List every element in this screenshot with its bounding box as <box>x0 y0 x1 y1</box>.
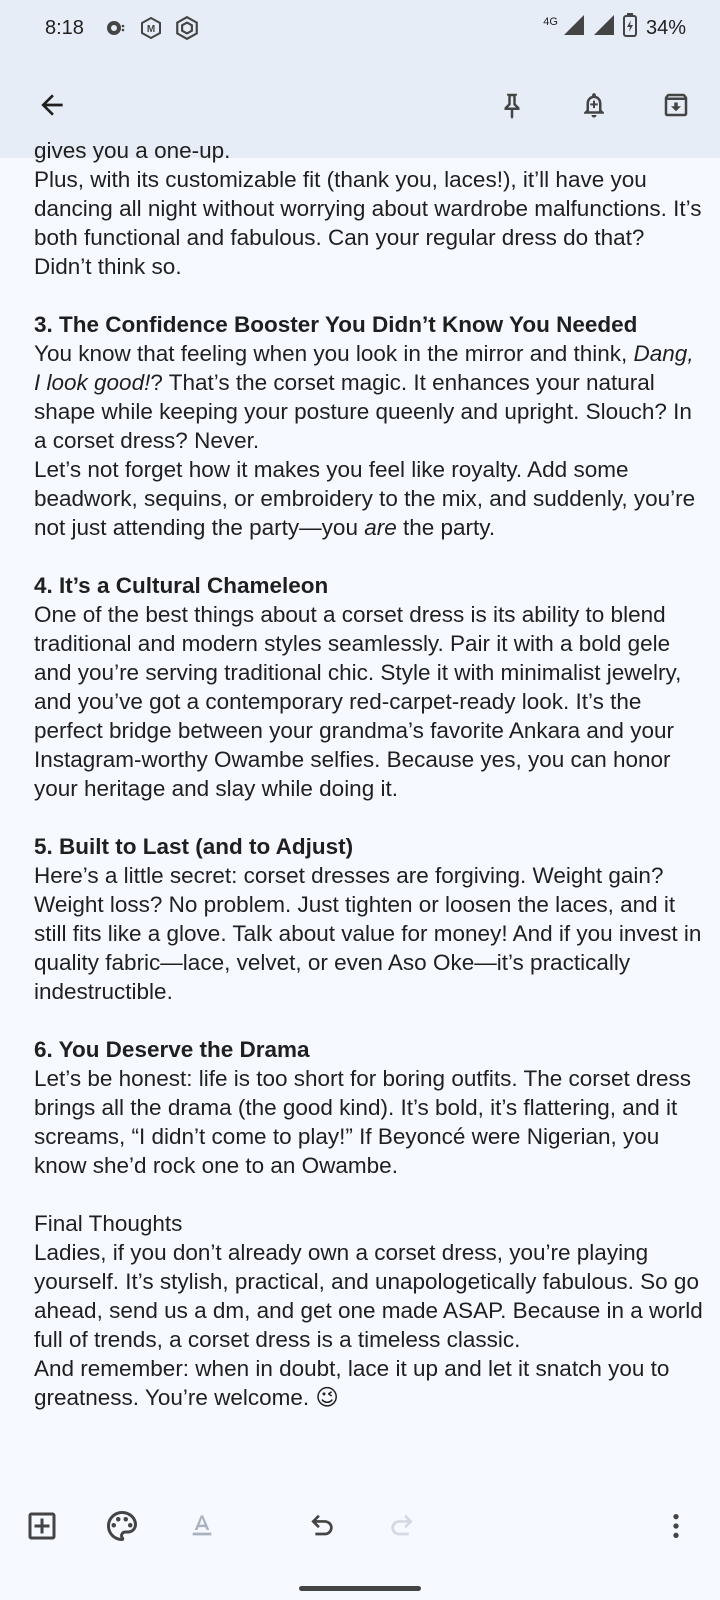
note-paragraph: Plus, with its customizable fit (thank you, laces!), it’ll have you dancing all night without worrying about wardrobe malfunctions. It’s both functional and fabulous. Can your regular dress do that? Didn’t think so. <box>34 167 702 279</box>
note-paragraph: Here’s a little secret: corset dresses are forgiving. Weight gain? Weight loss? No problem. Just tighten or loosen the laces, and it still fits like a glove. Talk about value for money! And if you invest in quality fabric—lace, velvet, or even Aso Oke—it’s practically indestructible. <box>34 863 702 1004</box>
gesture-nav-handle[interactable] <box>299 1586 421 1591</box>
note-paragraph: One of the best things about a corset dress is its ability to blend traditional and modern styles seamlessly. Pair it with a bold gele and you’re serving traditional chic. Style it with minimalist jewelry, and you’ve got a contemporary red-carpet-ready look. It’s the perfect bridge between your grandma’s favorite Ankara and your Instagram-worthy Owambe selfies. Because yes, you can honor your heritage and slay while doing it. <box>34 602 682 801</box>
m-badge-icon <box>138 15 164 41</box>
more-vert-icon <box>660 1510 692 1547</box>
battery-charging-icon <box>622 12 638 44</box>
svg-text:M: M <box>146 24 156 35</box>
palette-button[interactable] <box>100 1506 144 1550</box>
note-body[interactable] <box>0 138 720 1488</box>
reminder-button[interactable] <box>570 83 618 131</box>
section-heading: 6. You Deserve the Drama <box>34 1037 310 1062</box>
network-type: 4G <box>543 16 558 28</box>
status-bar <box>0 0 720 56</box>
more-options-button[interactable] <box>654 1506 698 1550</box>
add-box-icon <box>24 1508 60 1549</box>
pin-button[interactable] <box>488 83 536 131</box>
status-time: 8:18 <box>45 16 84 39</box>
redo-icon <box>386 1510 418 1547</box>
section-heading: 3. The Confidence Booster You Didn’t Know You Needed <box>34 312 638 337</box>
note-paragraph: gives you a one-up. <box>34 138 231 163</box>
undo-icon <box>306 1510 338 1547</box>
pin-icon <box>497 90 527 125</box>
note-paragraph: And remember: when in doubt, lace it up and let it snatch you to greatness. You’re welcome. 😉 <box>34 1356 670 1410</box>
bell-plus-icon <box>579 90 609 125</box>
chat-bubble-icon <box>102 15 128 41</box>
battery-percent: 34% <box>645 16 686 39</box>
note-paragraph: Let’s not forget how it makes you feel like royalty. Add some beadwork, sequins, or embroidery to the mix, and suddenly, you’re not just attending the party—you are the party. <box>34 457 696 540</box>
archive-button[interactable] <box>652 83 700 131</box>
note-text[interactable] <box>34 136 704 1412</box>
add-button[interactable] <box>20 1506 64 1550</box>
note-paragraph: You know that feeling when you look in the mirror and think, Dang, I look good!? That’s the corset magic. It enhances your natural shape while keeping your posture queenly and upright. Slouch? In a corset dress? Never. <box>34 341 694 453</box>
signal-icon-2 <box>592 13 616 43</box>
section-heading: 5. Built to Last (and to Adjust) <box>34 834 354 859</box>
text-format-icon <box>186 1510 218 1547</box>
bottom-toolbar <box>0 1488 720 1568</box>
undo-button[interactable] <box>300 1506 344 1550</box>
section-heading: Final Thoughts <box>34 1211 183 1236</box>
arrow-back-icon <box>36 89 68 126</box>
section-heading: 4. It’s a Cultural Chameleon <box>34 573 329 598</box>
note-paragraph: Let’s be honest: life is too short for boring outfits. The corset dress brings all the drama (the good kind). It’s bold, it’s flattering, and it screams, “I didn’t come to play!” If Beyoncé were Nigerian, you know she’d rock one to an Owambe. <box>34 1066 692 1178</box>
hexagon-app-icon <box>174 15 200 41</box>
note-paragraph: Ladies, if you don’t already own a corset dress, you’re playing yourself. It’s stylish, practical, and unapologetically fabulous. So go ahead, send us a dm, and get one made ASAP. Because in a world full of trends, a corset dress is a timeless classic. <box>34 1240 703 1352</box>
signal-icon <box>562 13 586 43</box>
back-button[interactable] <box>28 83 76 131</box>
palette-icon <box>104 1508 140 1549</box>
archive-icon <box>661 90 691 125</box>
text-format-button[interactable] <box>180 1506 224 1550</box>
redo-button[interactable] <box>380 1506 424 1550</box>
